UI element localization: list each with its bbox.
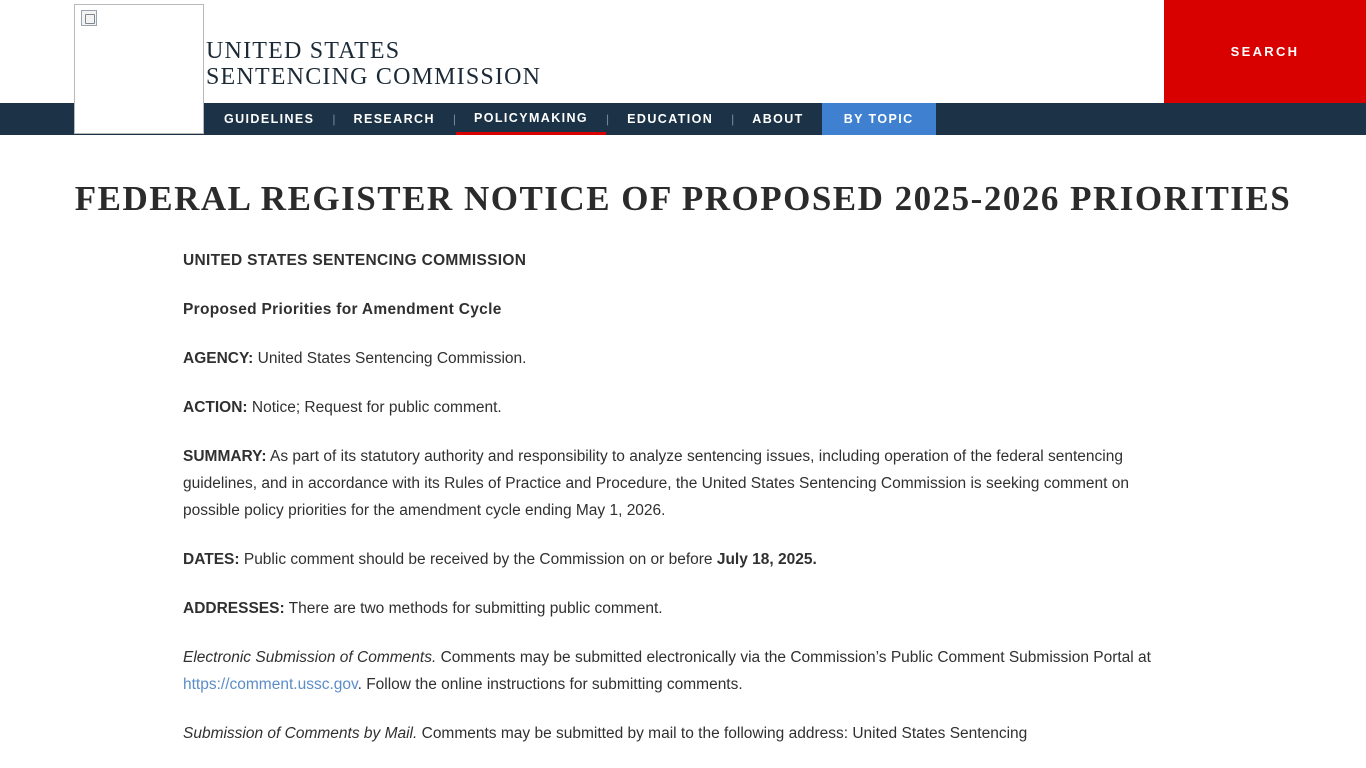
nav-item-education[interactable]: EDUCATION (627, 112, 714, 126)
agency-heading: UNITED STATES SENTENCING COMMISSION (183, 252, 527, 269)
action-text: Notice; Request for public comment. (247, 399, 502, 416)
site-header (0, 0, 1366, 103)
nav-separator: | (332, 112, 336, 126)
nav-separator: | (606, 112, 610, 126)
electronic-submission-text-after: . Follow the online instructions for submitting comments. (357, 676, 743, 693)
addresses-label: ADDRESSES: (183, 600, 285, 617)
nav-separator: | (731, 112, 735, 126)
search-button[interactable]: SEARCH (1164, 0, 1366, 103)
broken-image-icon (81, 10, 97, 26)
nav-item-guidelines[interactable]: GUIDELINES (224, 112, 315, 126)
main-navigation-items (206, 103, 936, 135)
wordmark-line-1: UNITED STATES (206, 38, 401, 64)
agency-label: AGENCY: (183, 350, 254, 367)
nav-separator: | (452, 112, 457, 126)
subject-heading: Proposed Priorities for Amendment Cycle (183, 301, 502, 318)
site-wordmark (206, 38, 541, 90)
action-paragraph (183, 394, 1183, 443)
addresses-paragraph (183, 595, 1183, 644)
dates-text: Public comment should be received by the Commission on or before (239, 551, 717, 568)
summary-text: As part of its statutory authority and responsibility to analyze sentencing issues, including operation of the federal sentencing guidelines, and in accordance with its Rules of Practice and Procedure, the United States Sentencing Commission is seeking comment on possible policy priorities for the amendment cycle ending May 1, 2026. (183, 448, 1129, 519)
nav-item-policymaking[interactable]: POLICYMAKING (456, 103, 606, 135)
summary-paragraph (183, 443, 1183, 546)
electronic-submission-text-before: Comments may be submitted electronically via the Commission’s Public Comment Submission Portal at (436, 649, 1151, 666)
action-label: ACTION: (183, 399, 248, 416)
dates-deadline: July 18, 2025. (716, 551, 817, 568)
nav-item-about[interactable]: ABOUT (752, 112, 804, 126)
agency-paragraph (183, 345, 1183, 394)
mail-submission-paragraph (183, 720, 1183, 768)
wordmark-line-2: SENTENCING COMMISSION (206, 64, 542, 90)
mail-submission-label: Submission of Comments by Mail. (183, 725, 418, 742)
document-body (183, 223, 1183, 768)
nav-item-by-topic[interactable]: BY TOPIC (822, 103, 936, 135)
page-title: FEDERAL REGISTER NOTICE OF PROPOSED 2025-2026 PRIORITIES (74, 179, 1292, 218)
nav-item-research[interactable]: RESEARCH (353, 112, 435, 126)
electronic-submission-label: Electronic Submission of Comments. (183, 649, 437, 666)
comment-portal-link[interactable]: https://comment.ussc.gov (183, 676, 358, 693)
summary-label: SUMMARY: (183, 448, 267, 465)
page-content (0, 135, 1366, 768)
dates-label: DATES: (183, 551, 240, 568)
site-logo[interactable] (74, 4, 204, 134)
electronic-submission-paragraph (183, 644, 1183, 720)
addresses-text: There are two methods for submitting public comment. (284, 600, 663, 617)
agency-text: United States Sentencing Commission. (253, 350, 527, 367)
mail-submission-text: Comments may be submitted by mail to the following address: United States Sentencing (417, 725, 1028, 742)
main-navigation (0, 103, 1366, 135)
dates-paragraph (183, 546, 1183, 595)
